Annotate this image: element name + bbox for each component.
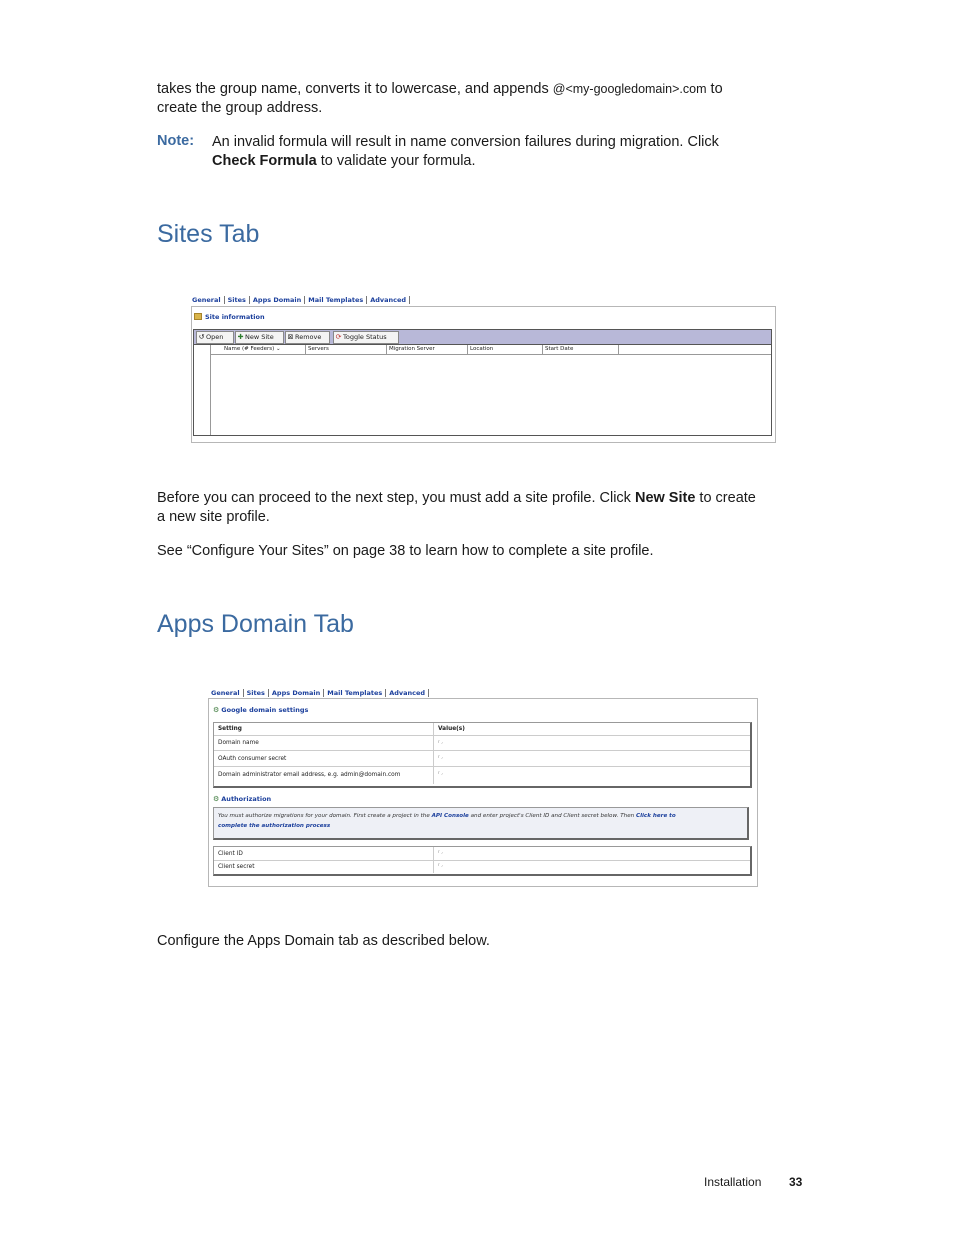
google-domain-settings-title — [213, 706, 308, 714]
column-separator — [433, 767, 434, 784]
site-information-title — [194, 313, 265, 321]
admin-email-input[interactable]: r ⌟ — [438, 770, 443, 775]
apps-panel — [208, 698, 758, 887]
column-separator — [433, 736, 434, 750]
row-client-id-label: Client ID — [218, 851, 243, 857]
google-settings-table — [213, 722, 752, 788]
authorization-label: Authorization — [221, 795, 272, 803]
new-site-icon: ✚ — [237, 333, 244, 341]
footer-section-name: Installation — [704, 1175, 762, 1189]
table-row — [214, 736, 750, 751]
toggle-status-label: Toggle Status — [343, 333, 387, 341]
tab-general[interactable]: General — [191, 296, 225, 304]
toggle-status-icon: ⟳ — [335, 333, 342, 341]
authorize-link-part-2[interactable]: complete the authorization process — [218, 823, 331, 829]
sites-paragraph-1 — [157, 489, 817, 527]
sites-grid — [193, 329, 772, 436]
api-console-link[interactable]: API Console — [431, 813, 469, 819]
note-text-pre: An invalid formula will result in name conversion failures during migration. Click — [212, 134, 719, 150]
new-site-label: New Site — [245, 333, 274, 341]
note-bold: Check Formula — [212, 153, 317, 169]
tab-advanced[interactable]: Advanced — [367, 296, 410, 304]
client-secret-input[interactable]: r ⌟ — [438, 862, 443, 867]
open-button[interactable] — [196, 331, 234, 344]
note-text — [212, 133, 812, 171]
sites-panel — [191, 306, 776, 443]
header-rule — [210, 354, 771, 355]
client-id-input[interactable]: r ⌟ — [438, 849, 443, 854]
table-row — [214, 861, 750, 873]
apps-domain-screenshot — [208, 686, 758, 888]
column-start-date[interactable]: Start Date — [543, 345, 619, 354]
intro-tail: to — [706, 81, 723, 97]
site-information-label: Site information — [205, 313, 265, 321]
settings-icon: ⚙ — [213, 706, 220, 714]
column-separator — [433, 751, 434, 766]
intro-line2: create the group address. — [157, 100, 323, 116]
table-header-row — [214, 723, 750, 736]
note-label: Note: — [157, 133, 195, 149]
sites-tab-heading: Sites Tab — [157, 220, 260, 248]
authorization-title — [213, 795, 271, 803]
apps-domain-tab-heading: Apps Domain Tab — [157, 610, 354, 638]
open-label: Open — [206, 333, 224, 341]
column-separator — [433, 847, 434, 860]
client-credentials-table — [213, 846, 752, 876]
intro-text: takes the group name, converts it to lowercase, and appends — [157, 81, 553, 97]
intro-paragraph — [157, 80, 817, 118]
intro-code: @<my-googledomain>.com — [552, 82, 707, 96]
note-text-post: to validate your formula. — [316, 153, 476, 169]
tab-general[interactable]: General — [210, 689, 244, 697]
sites-p1-bold: New Site — [634, 490, 696, 506]
sites-tab-bar — [191, 296, 410, 304]
sites-tab-screenshot — [190, 294, 776, 444]
tab-mail-templates[interactable]: Mail Templates — [305, 296, 367, 304]
tab-apps-domain[interactable]: Apps Domain — [250, 296, 305, 304]
sites-toolbar — [194, 330, 771, 345]
authorize-link-part-1[interactable]: Click here to — [635, 813, 676, 819]
row-admin-email-label: Domain administrator email address, e.g. admin@domain.com — [218, 772, 401, 778]
domain-name-input[interactable]: r ⌟ — [438, 739, 443, 744]
apps-tab-bar — [210, 689, 429, 697]
column-name[interactable] — [222, 345, 306, 354]
table-row — [214, 847, 750, 861]
toggle-status-button[interactable] — [333, 331, 399, 344]
oauth-secret-input[interactable]: r ⌟ — [438, 754, 443, 759]
column-separator — [433, 723, 434, 735]
column-separator — [433, 861, 434, 873]
column-servers[interactable]: Servers — [306, 345, 387, 354]
column-location[interactable]: Location — [468, 345, 543, 354]
sort-chevron-icon: ⌄ — [276, 346, 281, 352]
header-setting: Setting — [218, 726, 242, 732]
google-domain-settings-label: Google domain settings — [221, 706, 309, 714]
tab-sites[interactable]: Sites — [244, 689, 269, 697]
column-migration-server[interactable]: Migration Server — [387, 345, 468, 354]
table-row — [214, 751, 750, 767]
apps-paragraph: Configure the Apps Domain tab as described below. — [157, 933, 490, 949]
settings-icon: ⚙ — [213, 795, 220, 803]
auth-text-1: You must authorize migrations for your domain. First create a project in the — [218, 813, 432, 819]
footer-page-number: 33 — [789, 1175, 803, 1189]
folder-icon — [194, 313, 202, 320]
sites-p1-post: to create — [695, 490, 756, 506]
table-row — [214, 767, 750, 784]
header-values: Value(s) — [438, 726, 465, 732]
auth-text-2: and enter project's Client ID and Client secret below. Then — [468, 813, 636, 819]
tab-apps-domain[interactable]: Apps Domain — [269, 689, 324, 697]
row-oauth-secret-label: OAuth consumer secret — [218, 756, 287, 762]
row-domain-name-label: Domain name — [218, 740, 259, 746]
tab-advanced[interactable]: Advanced — [386, 689, 429, 697]
sites-p1-line2: a new site profile. — [157, 509, 270, 525]
sites-paragraph-2: See “Configure Your Sites” on page 38 to learn how to complete a site profile. — [157, 543, 654, 559]
column-name-label: Name (# Feeders) — [224, 346, 275, 352]
remove-button[interactable] — [285, 331, 330, 344]
grid-left-divider — [210, 345, 211, 435]
tab-mail-templates[interactable]: Mail Templates — [324, 689, 386, 697]
remove-icon: ⊠ — [287, 333, 294, 341]
sites-p1-pre: Before you can proceed to the next step, you must add a site profile. Click — [157, 490, 635, 506]
row-client-secret-label: Client secret — [218, 864, 255, 870]
new-site-button[interactable] — [235, 331, 284, 344]
tab-sites[interactable]: Sites — [225, 296, 250, 304]
remove-label: Remove — [295, 333, 322, 341]
open-icon: ↺ — [198, 333, 205, 341]
authorization-message — [213, 807, 749, 840]
